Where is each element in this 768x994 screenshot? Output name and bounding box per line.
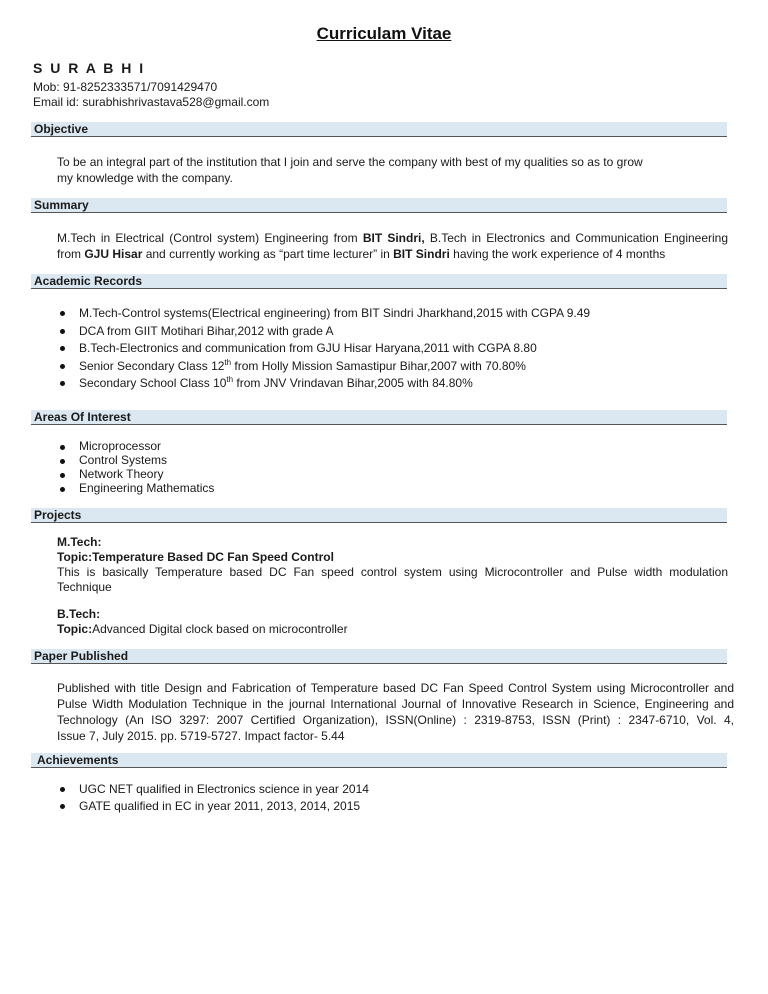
list-item: DCA from GIIT Motihari Bihar,2012 with grade A <box>57 323 590 341</box>
project-btech-label: B.Tech: <box>57 607 101 621</box>
section-heading-paper-published: Paper Published <box>31 649 727 664</box>
academic-records-list <box>57 305 590 393</box>
summary-institute-bold: GJU Hisar <box>84 247 143 261</box>
list-item: M.Tech-Control systems(Electrical engineering) from BIT Sindri Jharkhand,2015 with CGPA 9.49 <box>57 305 590 323</box>
summary-institute-bold: BIT Sindri, <box>362 231 425 245</box>
areas-of-interest-list <box>57 439 214 495</box>
ordinal-suffix: th <box>226 375 234 384</box>
objective-text <box>57 154 643 186</box>
project-btech-topic <box>57 622 728 637</box>
project-mtech-desc-line-2: Technique <box>57 580 112 594</box>
summary-text-part: and currently working as “part time lecturer” in <box>142 247 394 261</box>
section-heading-projects: Projects <box>31 508 727 523</box>
candidate-name: S U R A B H I <box>33 60 146 76</box>
paper-line-2: Pulse Width Modulation Technique in the journal International Journal of Innovative Research in Science, Engineering and <box>57 697 734 711</box>
project-btech-topic-label: Topic: <box>57 622 93 636</box>
summary-text-part: from <box>57 247 85 261</box>
list-item: Network Theory <box>57 467 214 481</box>
academic-text: Secondary School Class 10 <box>79 376 227 390</box>
paper-line-3: Technology (An ISO 3297: 2007 Certified Organization), ISSN(Online) : 2319-8753, ISSN (Print) : 2347-6710, Vol. 4, <box>57 713 734 727</box>
academic-text: from JNV Vrindavan Bihar,2005 with 84.80% <box>233 376 473 390</box>
mobile-number: Mob: 91-8252333571/7091429470 <box>33 80 218 94</box>
list-item: Engineering Mathematics <box>57 481 214 495</box>
academic-text: from Holly Mission Samastipur Bihar,2007 with 70.80% <box>231 358 526 373</box>
project-mtech-label: M.Tech: <box>57 535 102 549</box>
email-address: Email id: surabhishrivastava528@gmail.com <box>33 95 270 109</box>
achievements-list <box>57 781 369 815</box>
projects-content <box>57 535 728 637</box>
list-item <box>57 375 590 393</box>
document-title: Curriculam Vitae <box>316 24 452 43</box>
section-heading-summary: Summary <box>31 198 727 213</box>
section-heading-achievements: Achievements <box>31 753 727 768</box>
section-heading-objective: Objective <box>31 122 727 137</box>
summary-text-part: B.Tech in Electronics and Communication Engineering <box>424 231 729 245</box>
list-item: Microprocessor <box>57 439 214 453</box>
summary-line-2 <box>57 246 728 262</box>
project-btech-topic-text: Advanced Digital clock based on microcontroller <box>92 622 348 636</box>
summary-line-1 <box>57 230 728 246</box>
paper-text <box>57 680 734 744</box>
list-item: UGC NET qualified in Electronics science in year 2014 <box>57 781 369 798</box>
list-item: B.Tech-Electronics and communication from GJU Hisar Haryana,2011 with CGPA 8.80 <box>57 340 590 358</box>
project-mtech-desc-line-1: This is basically Temperature based DC Fan speed control system using Microcontroller and Pulse width modulation <box>57 565 728 579</box>
academic-text: Senior Secondary Class 12 <box>79 358 225 373</box>
section-heading-areas-of-interest: Areas Of Interest <box>31 410 727 425</box>
summary-text <box>57 230 728 262</box>
paper-line-1: Published with title Design and Fabrication of Temperature based DC Fan Speed Control System using Microcontroller and <box>57 681 734 695</box>
objective-line-2: my knowledge with the company. <box>57 171 233 185</box>
objective-line-1: To be an integral part of the institution that I join and serve the company with best of my qualities so as to grow <box>57 155 643 169</box>
paper-line-4: Issue 7, July 2015. pp. 5719-5727. Impact factor- 5.44 <box>57 729 345 743</box>
summary-text-part: M.Tech in Electrical (Control system) Engineering from <box>57 231 363 245</box>
list-item: Control Systems <box>57 453 214 467</box>
ordinal-suffix: th <box>224 357 232 367</box>
summary-text-part: having the work experience of 4 months <box>449 247 666 261</box>
project-mtech-topic: Topic:Temperature Based DC Fan Speed Control <box>57 550 334 564</box>
summary-institute-bold: BIT Sindri <box>393 247 450 261</box>
section-heading-academic-records: Academic Records <box>31 274 727 289</box>
list-item: GATE qualified in EC in year 2011, 2013, 2014, 2015 <box>57 798 369 815</box>
list-item <box>57 358 590 376</box>
